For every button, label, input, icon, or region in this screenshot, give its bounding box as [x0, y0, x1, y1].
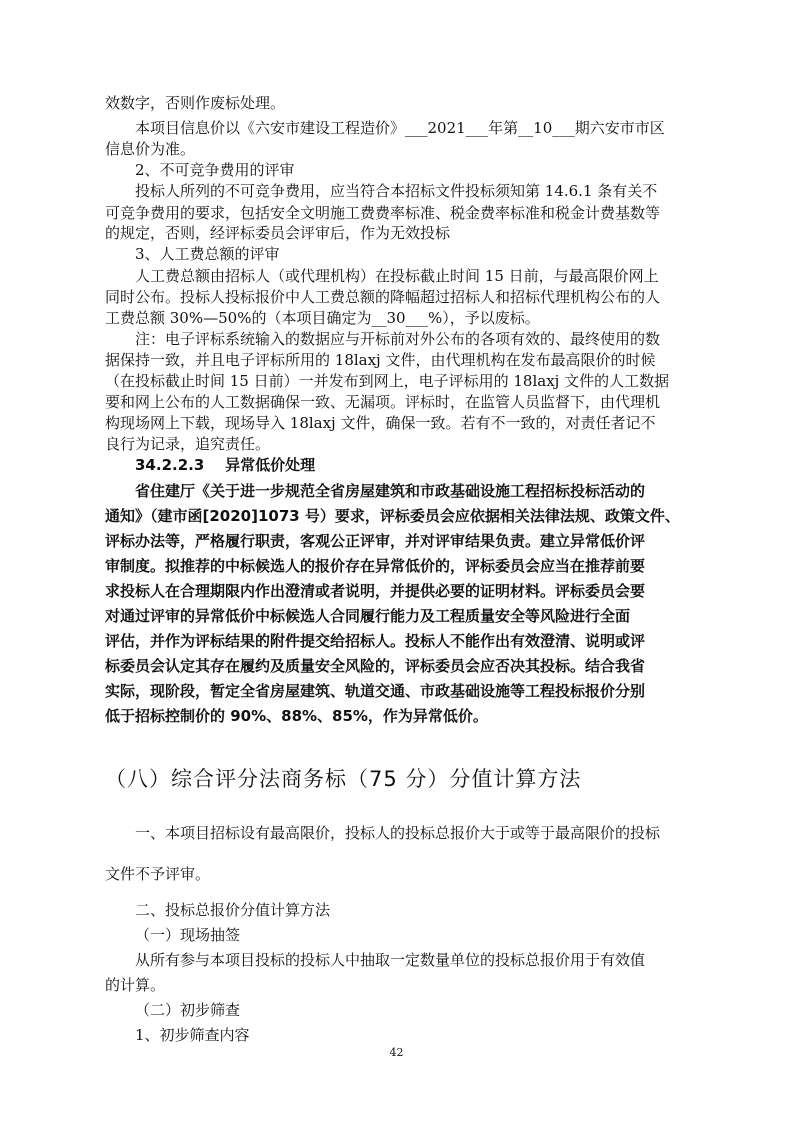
text-line: 投标人所列的不可竞争费用，应当符合本招标文件投标须知第 14.6.1 条有关不 [135, 182, 658, 200]
bold-paragraph-line: 标委员会认定其存在履约及质量安全风险的，评标委员会应否决其投标。结合我省 [105, 657, 646, 675]
text-line: 良行为记录，追究责任。 [105, 435, 271, 453]
text-line: 人工费总额由招标人（或代理机构）在投标截止时间 15 日前，与最高限价网上 [135, 267, 659, 285]
text-line: 的计算。 [105, 976, 166, 994]
chapter-heading: （八）综合评分法商务标（75 分）分值计算方法 [105, 767, 582, 791]
subsection-heading: 2、不可竞争费用的评审 [135, 161, 295, 179]
bold-paragraph-line: 实际，现阶段，暂定全省房屋建筑、轨道交通、市政基础设施等工程投标报价分别 [105, 682, 646, 700]
text-line: 本项目信息价以《六安市建设工程造价》___2021___年第__10___期六安市市区 [135, 119, 665, 137]
bold-paragraph-line: 省住建厅《关于进一步规范全省房屋建筑和市政基础设施工程招标投标活动的 [135, 482, 646, 500]
text-line: 信息价为准。 [105, 140, 196, 158]
text-line: 构现场网上下载，现场导入 18laxj 文件，确保一致。若有不一致的，对责任者记不 [105, 414, 656, 432]
subsection-heading: （二）初步筛查 [135, 1001, 241, 1019]
section-title: 34.2.2.3 异常低价处理 [135, 456, 316, 474]
text-line: 工费总额 30%—50%的（本项目确定为__30___%），予以废标。 [105, 309, 540, 327]
text-line: 从所有参与本项目投标的投标人中抽取一定数量单位的投标总报价用于有效值 [135, 951, 646, 969]
subsection-heading: 1、初步筛查内容 [135, 1026, 250, 1044]
text-line: 要和网上公布的人工数据确保一致、无漏项。评标时，在监管人员监督下，由代理机 [105, 393, 661, 411]
subsection-heading: 二、投标总报价分值计算方法 [135, 901, 331, 919]
text-line: 效数字，否则作废标处理。 [105, 94, 286, 112]
bold-paragraph-line: 评估，并作为评标结果的附件提交给招标人。投标人不能作出有效澄清、说明或评 [105, 632, 646, 650]
subsection-heading: 3、人工费总额的评审 [135, 245, 280, 263]
bold-paragraph-line: 求投标人在合理期限内作出澄清或者说明，并提供必要的证明材料。评标委员会要 [105, 582, 646, 600]
text-line: 可竞争费用的要求，包括安全文明施工费费率标准、税金费率标准和税金计费基数等 [105, 204, 661, 222]
text-line: 一、本项目招标设有最高限价，投标人的投标总报价大于或等于最高限价的投标 [135, 824, 661, 842]
bold-paragraph-line: 对通过评审的异常低价中标候选人合同履行能力及工程质量安全等风险进行全面 [105, 607, 631, 625]
text-line: 据保持一致，并且电子评标所用的 18laxj 文件，由代理机构在发布最高限价的时候 [105, 351, 656, 369]
bold-paragraph-line: 低于招标控制价的 90%、88%、85%，作为异常低价。 [105, 707, 488, 725]
bold-paragraph-line: 审制度。拟推荐的中标候选人的报价存在异常低价的，评标委员会应当在推荐前要 [105, 557, 646, 575]
subsection-heading: （一）现场抽签 [135, 926, 241, 944]
bold-paragraph-line: 评标办法等，严格履行职责，客观公正评审，并对评审结果负责。建立异常低价评 [105, 532, 646, 550]
note-line: 注：电子评标系统输入的数据应与开标前对外公布的各项有效的、最终使用的数 [135, 330, 661, 348]
text-line: 文件不予评审。 [105, 865, 211, 883]
text-line: 同时公布。投标人投标报价中人工费总额的降幅超过招标人和招标代理机构公布的人 [105, 288, 661, 306]
page-number: 42 [389, 1046, 404, 1059]
bold-paragraph-line: 通知》（建市函[2020]1073 号）要求，评标委员会应依据相关法律法规、政策文件、 [105, 507, 680, 525]
text-line: （在投标截止时间 15 日前）一并发布到网上，电子评标用的 18laxj 文件的人工数据 [105, 372, 670, 390]
text-line: 的规定，否则，经评标委员会评审后，作为无效投标 [105, 224, 451, 242]
